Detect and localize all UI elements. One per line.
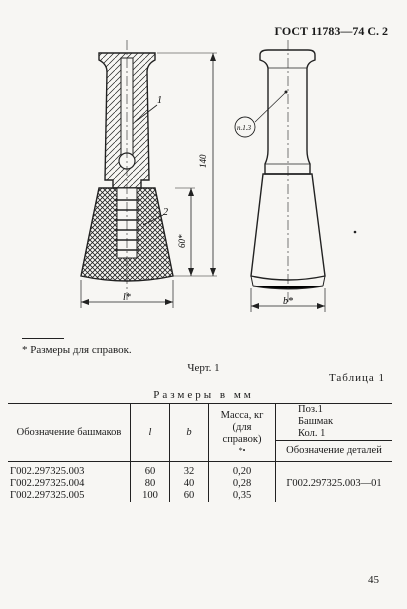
dim-bottom-right-label: b* [283,296,293,307]
dim-height-label: 140 [198,154,208,168]
mass-cell: 0,20 [232,466,252,477]
dim-bottom-left-label: l* [123,292,131,303]
sizes-title: Размеры в мм [153,389,254,401]
l-cell: 80 [144,478,156,489]
b-cell: 40 [183,478,195,489]
header-mass-line-3: справок) [222,433,262,445]
header-pos-line-3: Кол. 1 [298,428,326,439]
header-mass-mark: *• [238,445,246,455]
circle-label: п.1.3 [237,124,251,132]
designation-column [8,462,131,503]
l-column [131,462,170,503]
header-b: b [170,404,209,462]
header-pos-line-1: Поз.1 [298,404,323,415]
figure-caption: Черт. 1 [187,362,220,374]
mass-cell: 0,28 [232,478,252,489]
header-mass [209,404,276,462]
designation-cell: Г002.297325.003 [10,466,85,477]
b-cell: 60 [183,490,195,501]
side-view [235,40,356,312]
technical-drawing [55,40,365,320]
dimensions-table [8,403,392,502]
l-cell: 60 [144,466,156,477]
header-parts: Обозначение деталей [276,441,393,462]
l-cell: 100 [142,490,158,501]
b-column [170,462,209,503]
drawing-svg [55,40,365,320]
mass-cell: 0,35 [232,490,252,501]
dim-lower-label: 60* [177,234,187,248]
header-mass-line-2: (для [232,421,252,433]
header-pos [276,404,393,441]
header-mass-line-1: Масса, кг [220,409,264,421]
header-pos-line-2: Башмак [298,416,334,427]
part-designation-cell: Г002.297325.003—01 [286,478,382,489]
designation-cell: Г002.297325.004 [10,478,85,489]
table-number: Таблица 1 [328,372,385,384]
page-number: 45 [368,574,379,586]
mass-column [209,462,276,503]
footnote: * Размеры для справок. [22,344,132,356]
b-cell: 32 [183,466,195,477]
callout-1: 1 [157,95,162,106]
callout-2: 2 [163,207,168,218]
header-l: l [131,404,170,462]
section-view [81,40,217,308]
document-header: ГОСТ 11783—74 С. 2 [274,24,388,38]
header-designation: Обозначение башмаков [8,404,131,462]
footnote-divider [22,338,64,339]
designation-cell: Г002.297325.005 [10,490,85,501]
